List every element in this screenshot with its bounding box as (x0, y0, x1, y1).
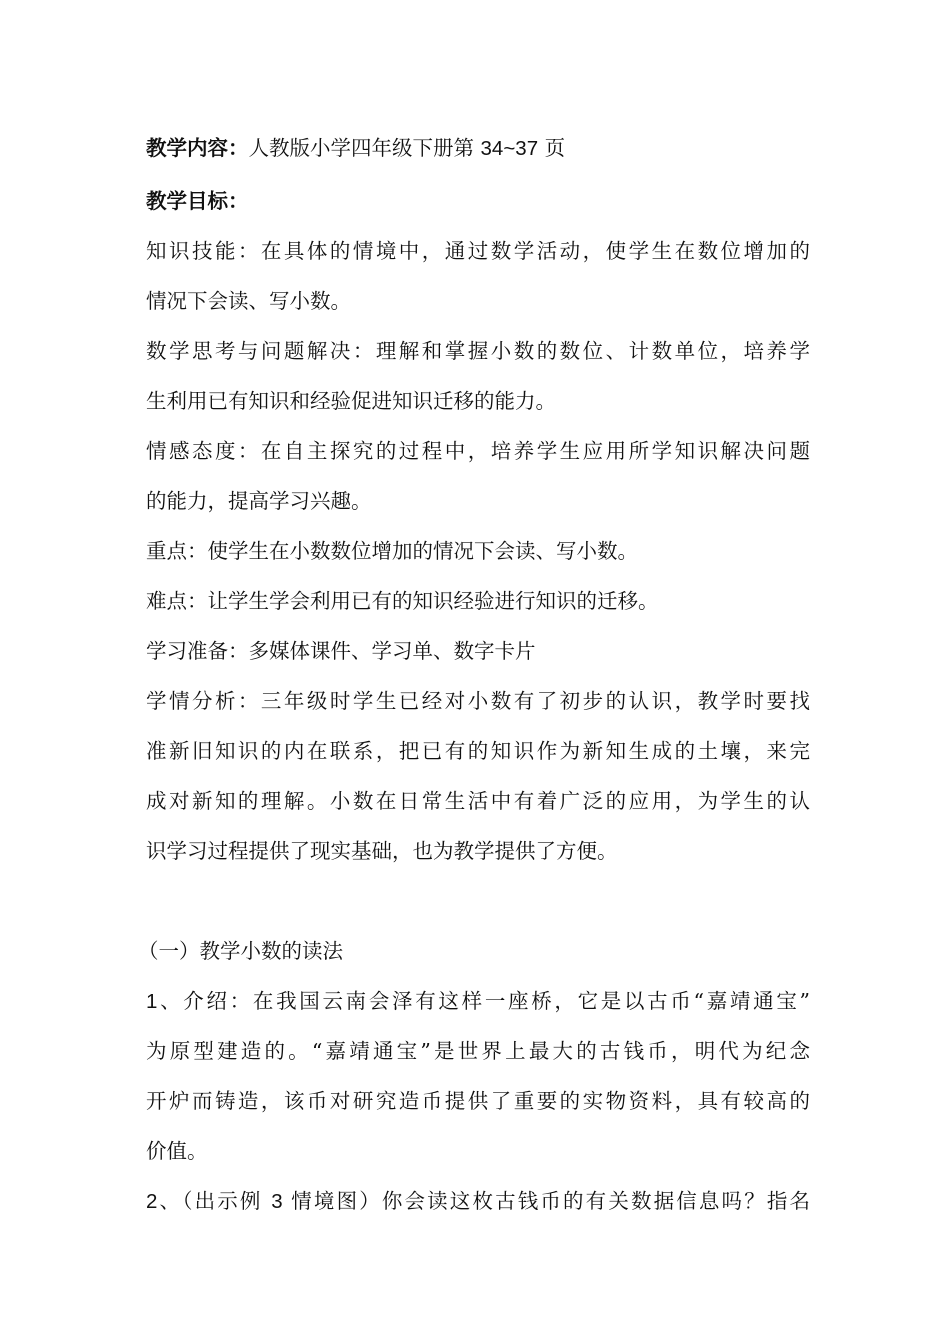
teaching-content-pages: 34~37 (480, 137, 539, 160)
step2-number: 2 (146, 1190, 158, 1213)
step1-line-1 (146, 987, 810, 1016)
math-thinking-line-1: 数学思考与问题解决：理解和掌握小数的数位、计数单位，培养学 (146, 339, 810, 363)
teaching-content-line (146, 134, 810, 163)
step1-line-1-text: 、介绍：在我国云南会泽有这样一座桥，它是以古币“嘉靖通宝” (157, 989, 810, 1013)
emotion-attitude-line-1: 情感态度：在自主探究的过程中，培养学生应用所学知识解决问题 (146, 439, 810, 463)
step1-line-3: 开炉而铸造，该币对研究造币提供了重要的实物资料，具有较高的 (146, 1089, 810, 1113)
step2-text-post: 情境图）你会读这枚古钱币的有关数据信息吗？指名 (282, 1189, 810, 1213)
step2-line-1 (146, 1187, 810, 1216)
teaching-content-label: 教学内容： (146, 136, 249, 160)
difficulty-line: 难点：让学生学会利用已有的知识经验进行知识的迁移。 (146, 589, 659, 613)
analysis-line-2: 准新旧知识的内在联系，把已有的知识作为新知生成的土壤，来完 (146, 739, 810, 763)
emotion-attitude-line-2: 的能力，提高学习兴趣。 (146, 489, 372, 513)
section-title: （一）教学小数的读法 (138, 939, 343, 963)
step1-number: 1 (146, 990, 158, 1013)
teaching-goals-heading: 教学目标： (146, 189, 249, 213)
step2-text-pre: 、（出示例 (157, 1189, 272, 1213)
step2-example-number: 3 (271, 1190, 283, 1213)
analysis-line-1: 学情分析：三年级时学生已经对小数有了初步的认识，教学时要找 (146, 689, 810, 713)
step1-line-4: 价值。 (146, 1139, 208, 1163)
knowledge-skill-line-1: 知识技能：在具体的情境中，通过数学活动，使学生在数位增加的 (146, 239, 810, 263)
analysis-line-4: 识学习过程提供了现实基础，也为教学提供了方便。 (146, 839, 618, 863)
preparation-line: 学习准备：多媒体课件、学习单、数字卡片 (146, 639, 536, 663)
math-thinking-line-2: 生利用已有知识和经验促进知识迁移的能力。 (146, 389, 556, 413)
analysis-line-3: 成对新知的理解。小数在日常生活中有着广泛的应用，为学生的认 (146, 789, 810, 813)
step1-line-2: 为原型建造的。“嘉靖通宝”是世界上最大的古钱币，明代为纪念 (146, 1039, 810, 1063)
knowledge-skill-line-2: 情况下会读、写小数。 (146, 289, 351, 313)
teaching-content-text-pre: 人教版小学四年级下册第 (248, 136, 481, 160)
key-point-line: 重点：使学生在小数数位增加的情况下会读、写小数。 (146, 539, 638, 563)
teaching-content-text-post: 页 (538, 136, 566, 160)
